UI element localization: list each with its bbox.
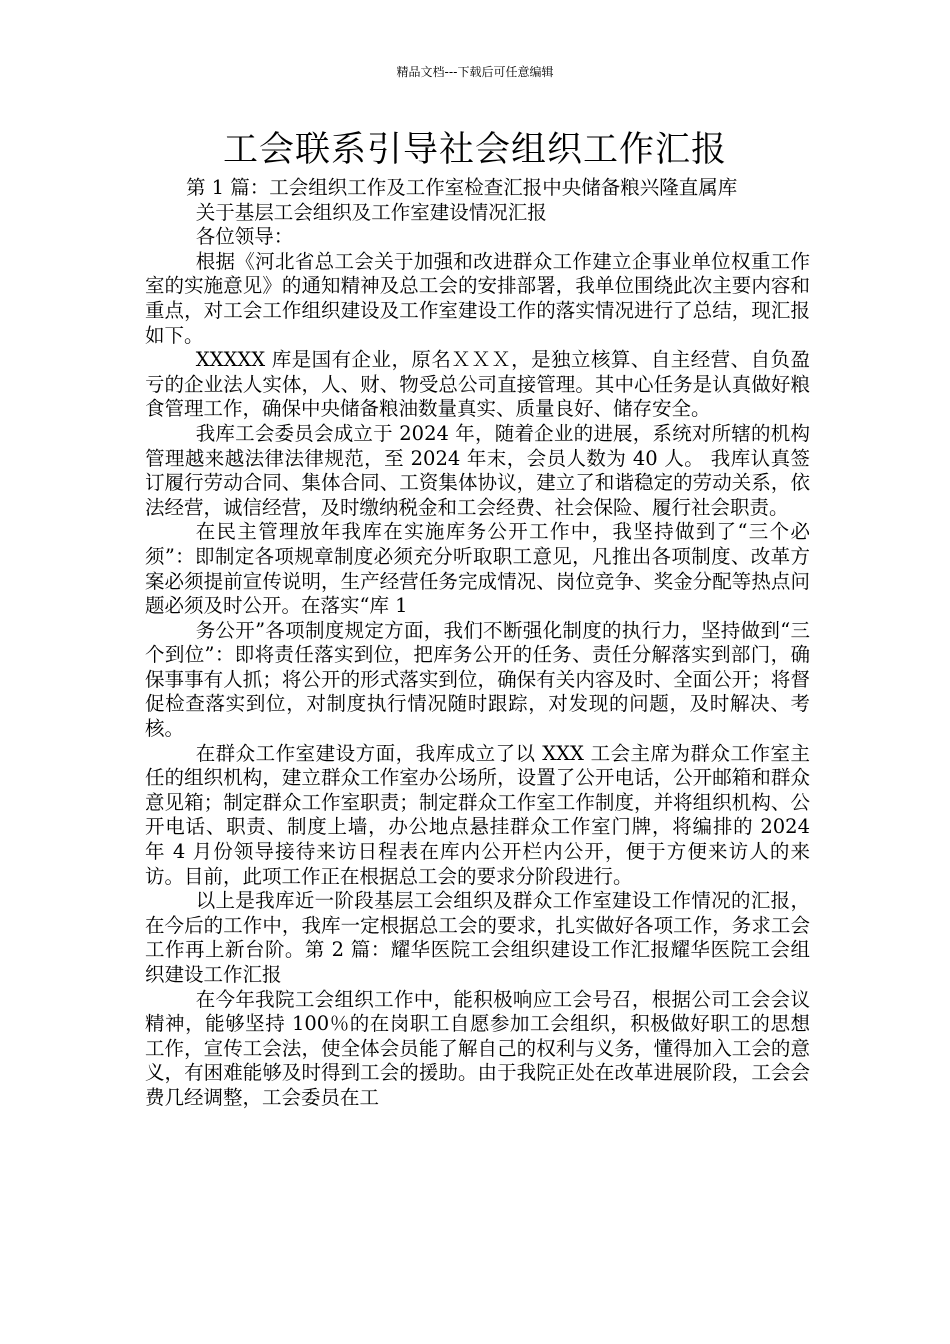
header-note: 精品文档---下载后可任意编辑: [396, 65, 554, 79]
document-body: [145, 176, 810, 1111]
document-title: 工会联系引导社会组织工作汇报: [222, 130, 727, 170]
paragraph: 我库工会委员会成立于 2024 年，随着企业的进展，系统对所辖的机构管理越来越法律法律规范，至 2024 年末，会员人数为 40 人。 我库认真签订履行劳动合同、集体合同、工资集体协议，建立了和谐稳定的劳动关系，依法经营，诚信经营，及时缴纳税金和工会经费、社会保险、履行社会职责。: [145, 421, 810, 519]
paragraph: 以上是我库近一阶段基层工会组织及群众工作室建设工作情况的汇报，在今后的工作中，我库一定根据总工会的要求，扎实做好各项工作，务求工会工作再上新台阶。第 2 篇：耀华医院工会组织建设工作汇报耀华医院工会组织建设工作汇报: [145, 889, 810, 986]
report-subtitle: 关于基层工会组织及工作室建设情况汇报: [195, 200, 547, 224]
salutation: 各位领导：: [195, 225, 294, 249]
paragraph: XXXXX 库是国有企业，原名ＸＸＸ，是独立核算、自主经营、自负盈亏的企业法人实体，人、财、物受总公司直接管理。其中心任务是认真做好粮食管理工作，确保中央储备粮油数量真实、质量良好、储存安全。: [145, 348, 810, 421]
paragraph: 根据《河北省总工会关于加强和改进群众工作建立企事业单位权重工作室的实施意见》的通知精神及总工会的安排部署，我单位围绕此次主要内容和重点，对工会工作组织建设及工作室建设工作的落实情况进行了总结，现汇报如下。: [145, 249, 810, 347]
paragraph: 在今年我院工会组织工作中，能积极响应工会号召，根据公司工会会议精神，能够坚持 100％的在岗职工自愿参加工会组织，积极做好职工的思想工作，宣传工会法，使全体会员能了解自己的权利与义务，懂得加入工会的意义，有困难能够及时得到工会的援助。由于我院正处在改革进展阶段，工会会费几经调整，工会委员在工: [145, 987, 810, 1109]
paragraph: 在民主管理放年我库在实施库务公开工作中，我坚持做到了“三个必须”：即制定各项规章制度必须充分听取职工意见，凡推出各项制度、改革方案必须提前宣传说明，生产经营任务完成情况、岗位竞争、奖金分配等热点问题必须及时公开。在落实“库 1: [145, 520, 810, 618]
section-heading-1: 第 1 篇：工会组织工作及工作室检查汇报中央储备粮兴隆直属库: [185, 176, 738, 199]
paragraph: 在群众工作室建设方面，我库成立了以 XXX 工会主席为群众工作室主任的组织机构，建立群众工作室办公场所，设置了公开电话，公开邮箱和群众意见箱；制定群众工作室职责；制定群众工作室工作制度，并将组织机构、公开电话、职责、制度上墙，办公地点悬挂群众工作室门牌，将编排的 2024 年 4 月份领导接待来访日程表在库内公开栏内公开，便于方便来访人的来访。目前，此项工作正在根据总工会的要求分阶段进行。: [145, 741, 810, 888]
paragraph: 务公开”各项制度规定方面，我们不断强化制度的执行力，坚持做到“三个到位”：即将责任落实到位，把库务公开的任务、责任分解落实到部门，确保事事有人抓；将公开的形式落实到位，确保有关内容及时、全面公开；将督促检查落实到位，对制度执行情况随时跟踪，对发现的问题，及时解决、考核。: [145, 618, 810, 741]
